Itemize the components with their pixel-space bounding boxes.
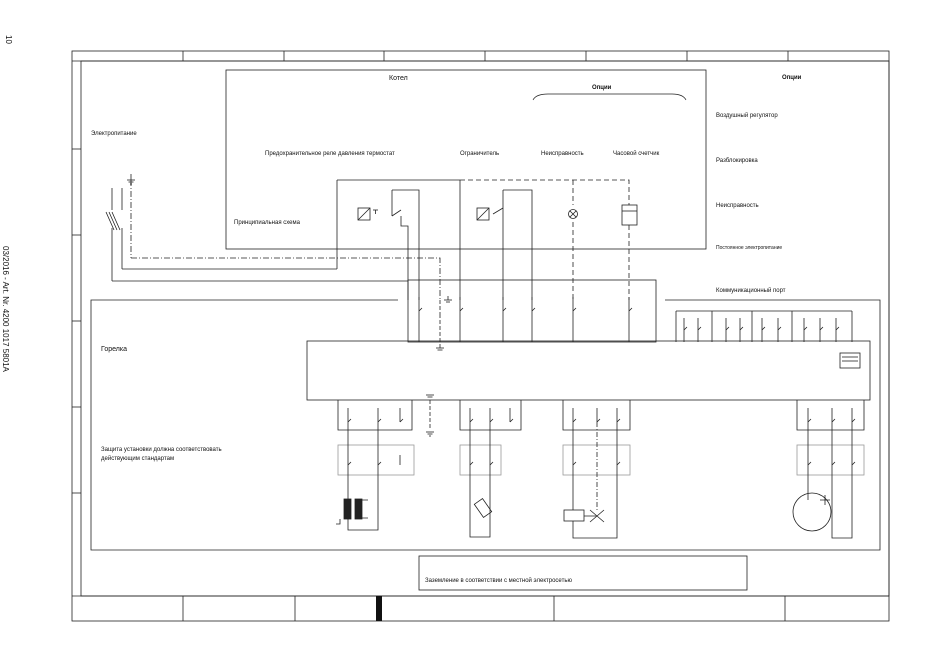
- grounding-note: Заземление в соответствии с местной электросетью: [425, 578, 572, 584]
- options-brace: [533, 94, 686, 100]
- limiter-symbol: [477, 208, 503, 220]
- drawing-frame: [72, 51, 889, 621]
- limiter-label: Ограничитель: [460, 151, 500, 157]
- plug-pins: [348, 422, 855, 510]
- options-fault-label: Неисправность: [716, 203, 759, 209]
- protection-note-line2: действующим стандартам: [101, 456, 175, 462]
- comm-port-label: Коммуникационный порт: [716, 288, 786, 294]
- grounding-note-box: [419, 556, 747, 590]
- page-number: 10: [4, 35, 13, 44]
- boiler-fault-label: Неисправность: [541, 151, 584, 157]
- thermostat-relay-symbol: [358, 208, 401, 220]
- output-connectors: [338, 400, 864, 430]
- burner-label: Горелка: [101, 346, 127, 353]
- options-title: Опции: [782, 75, 802, 81]
- motor-icon: [793, 493, 852, 538]
- power-supply-label: Электропитание: [91, 131, 137, 137]
- hour-counter-icon: [622, 205, 637, 225]
- boiler-wiring: [337, 180, 629, 300]
- constant-power-label: Постоянное электропитание: [716, 245, 783, 251]
- plug-connectors: [338, 445, 864, 475]
- flame-sensor-icon: [470, 499, 492, 537]
- title-block: [72, 596, 889, 621]
- ignition-transformer-icon: [336, 490, 378, 530]
- schematic-label: Принципиальная схема: [234, 220, 300, 226]
- control-display-icon: [840, 353, 860, 368]
- ground-dashed-line: [426, 395, 434, 436]
- fault-lamp-icon: [569, 210, 578, 219]
- unlock-label: Разблокировка: [716, 158, 758, 164]
- comm-port-connector: [676, 311, 852, 342]
- control-unit: [307, 341, 870, 400]
- boiler-title: Котел: [389, 75, 408, 82]
- safety-relay-label: Предохранительное реле давления термостат: [265, 151, 395, 157]
- boiler-options-label: Опции: [592, 85, 612, 91]
- main-switch-symbol: [106, 180, 440, 300]
- air-regulator-label: Воздушный регулятор: [716, 113, 778, 119]
- document-reference: 03/2016 - Art. Nr. 4200 1017 5801A: [1, 246, 10, 372]
- hour-meter-label: Часовой счетчик: [613, 151, 660, 157]
- oil-valve-icon: [564, 510, 617, 538]
- protection-note-line1: Защита установки должна соответствовать: [101, 447, 222, 453]
